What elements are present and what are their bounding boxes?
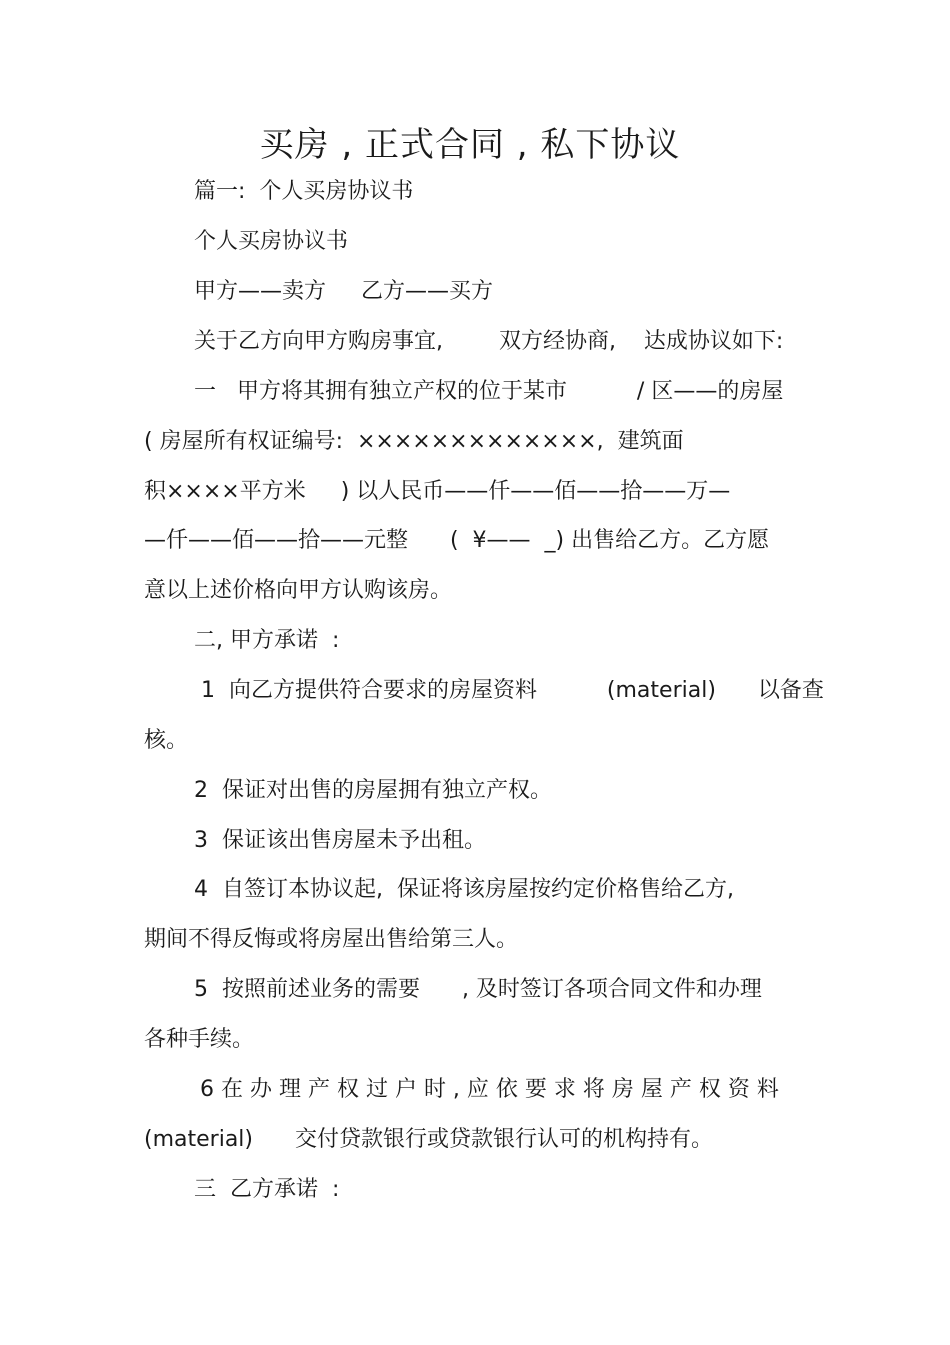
item-5-line-1: 5 按照前述业务的需要 , 及时签订各项合同文件和办理 (194, 977, 762, 1002)
item-1-line-2: 核。 (144, 728, 189, 753)
item-4-line-2: 期间不得反悔或将房屋出售给第三人。 (144, 927, 519, 952)
clause-1-line-3: 积××××平方米 ) 以人民币——仟——佰——拾——万— (144, 479, 731, 504)
clause-1-line-1: 一 甲方将其拥有独立产权的位于某市 / 区——的房屋 (194, 379, 784, 404)
item-1-line-1: 1 向乙方提供符合要求的房屋资料 (material) 以备查 (194, 678, 824, 703)
intro-line: 关于乙方向甲方购房事宜, 双方经协商, 达成协议如下: (194, 329, 784, 354)
document-title: 买房 , 正式合同 , 私下协议 (259, 125, 681, 165)
parties-line: 甲方——卖方 乙方——买方 (194, 279, 493, 304)
item-2: 2 保证对出售的房屋拥有独立产权。 (194, 778, 552, 803)
item-3: 3 保证该出售房屋未予出租。 (194, 828, 486, 853)
item-6-line-2: (material) 交付贷款银行或贷款银行认可的机构持有。 (144, 1127, 713, 1152)
section-heading: 篇一: 个人买房协议书 (194, 179, 414, 204)
clause-2-heading: 二, 甲方承诺 : (194, 628, 340, 653)
item-6-line-1: 6 在 办 理 产 权 过 户 时 , 应 依 要 求 将 房 屋 产 权 资 料 (200, 1077, 779, 1102)
clause-1-line-2: ( 房屋所有权证编号: ×××××××××××××, 建筑面 (144, 429, 684, 454)
item-4-line-1: 4 自签订本协议起, 保证将该房屋按约定价格售给乙方, (194, 877, 734, 902)
agreement-heading: 个人买房协议书 (194, 229, 349, 254)
clause-3-heading: 三 乙方承诺 : (194, 1177, 340, 1202)
clause-1-line-4: —仟——佰——拾——元整 ( ¥—— _) 出售给乙方。乙方愿 (144, 528, 770, 553)
item-5-line-2: 各种手续。 (144, 1027, 255, 1052)
clause-1-line-5: 意以上述价格向甲方认购该房。 (144, 578, 453, 603)
